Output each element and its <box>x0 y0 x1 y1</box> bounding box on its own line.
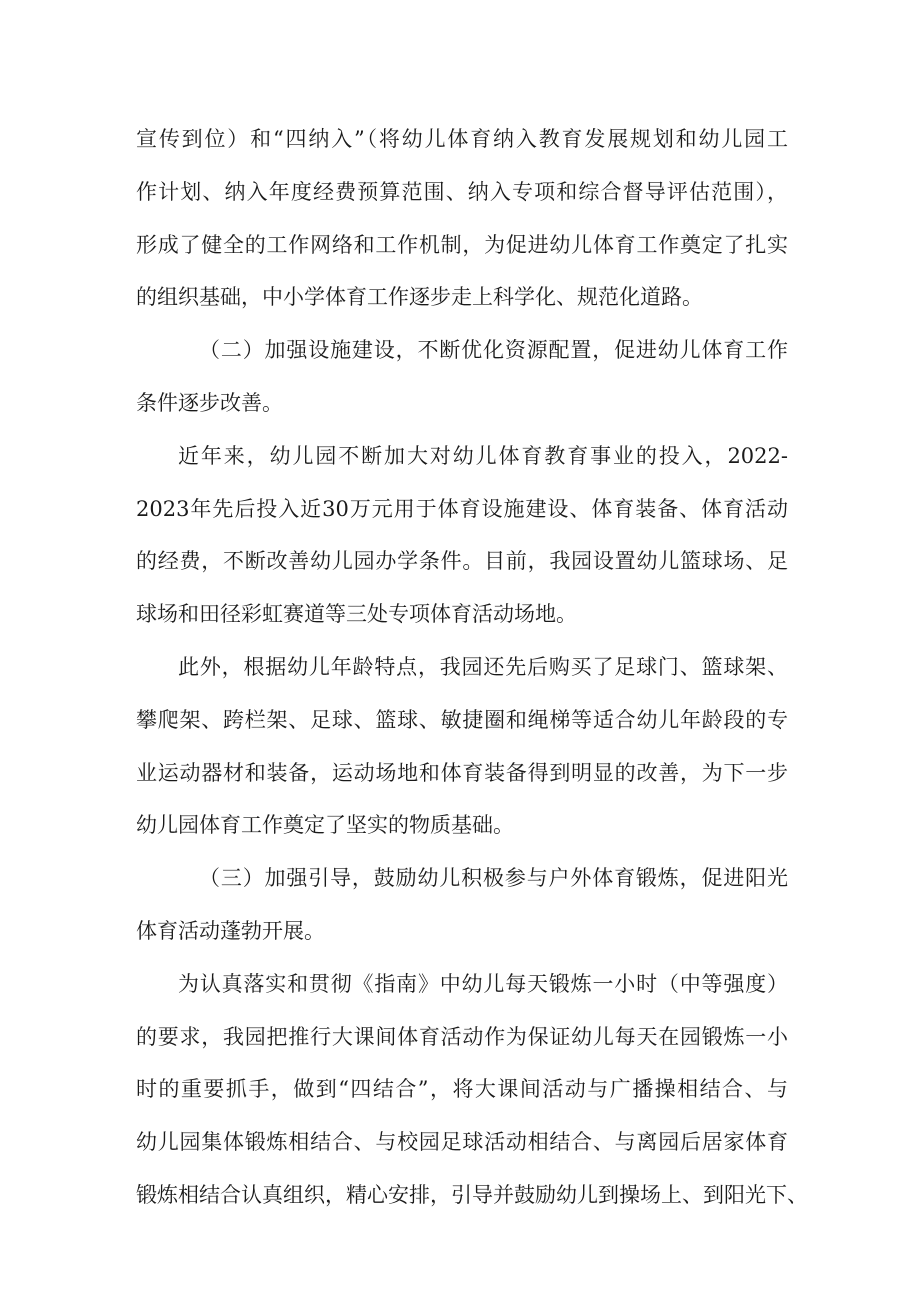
section-heading-line: 条件逐步改善。 <box>136 390 283 415</box>
text-line: 攀爬架、跨栏架、足球、篮球、敏捷圈和绳梯等适合幼儿年龄段的专 <box>136 707 788 732</box>
text-line: 作计划、纳入年度经费预算范围、纳入专项和综合督导评估范围）， <box>136 179 788 204</box>
text-line: 此外，根据幼儿年龄特点，我园还先后购买了足球门、篮球架、 <box>178 654 788 679</box>
text-line: 的经费，不断改善幼儿园办学条件。目前，我园设置幼儿篮球场、足 <box>136 549 788 574</box>
text-line: 幼儿园体育工作奠定了坚实的物质基础。 <box>136 813 514 838</box>
text-line: 球场和田径彩虹赛道等三处专项体育活动场地。 <box>136 602 577 627</box>
section-heading-line: （二）加强设施建设，不断优化资源配置，促进幼儿体育工作 <box>199 338 788 363</box>
section-heading-line: 体育活动蓬勃开展。 <box>136 918 325 943</box>
text-line: 锻炼相结合认真组织，精心安排，引导并鼓励幼儿到操场上、到阳光下、 <box>136 1182 808 1207</box>
document-body <box>136 120 808 1229</box>
text-line: 幼儿园集体锻炼相结合、与校园足球活动相结合、与离园后居家体育 <box>136 1130 788 1155</box>
text-line: 的组织基础，中小学体育工作逐步走上科学化、规范化道路。 <box>136 285 703 310</box>
text-line: 时的重要抓手，做到“四结合”，将大课间活动与广播操相结合、与 <box>136 1077 788 1102</box>
text-line: 宣传到位）和“四纳入”（将幼儿体育纳入教育发展规划和幼儿园工 <box>136 127 788 151</box>
text-line: 近年来，幼儿园不断加大对幼儿体育教育事业的投入，2022- <box>178 443 788 468</box>
text-line: 形成了健全的工作网络和工作机制，为促进幼儿体育工作奠定了扎实 <box>136 232 788 257</box>
text-line: 为认真落实和贯彻《指南》中幼儿每天锻炼一小时（中等强度） <box>178 971 788 996</box>
text-line: 2023年先后投入近30万元用于体育设施建设、体育装备、体育活动 <box>136 496 788 521</box>
section-heading-line: （三）加强引导，鼓励幼儿积极参与户外体育锻炼，促进阳光 <box>199 866 788 891</box>
text-line: 业运动器材和装备，运动场地和体育装备得到明显的改善，为下一步 <box>136 760 788 785</box>
text-line: 的要求，我园把推行大课间体育活动作为保证幼儿每天在园锻炼一小 <box>136 1024 788 1049</box>
